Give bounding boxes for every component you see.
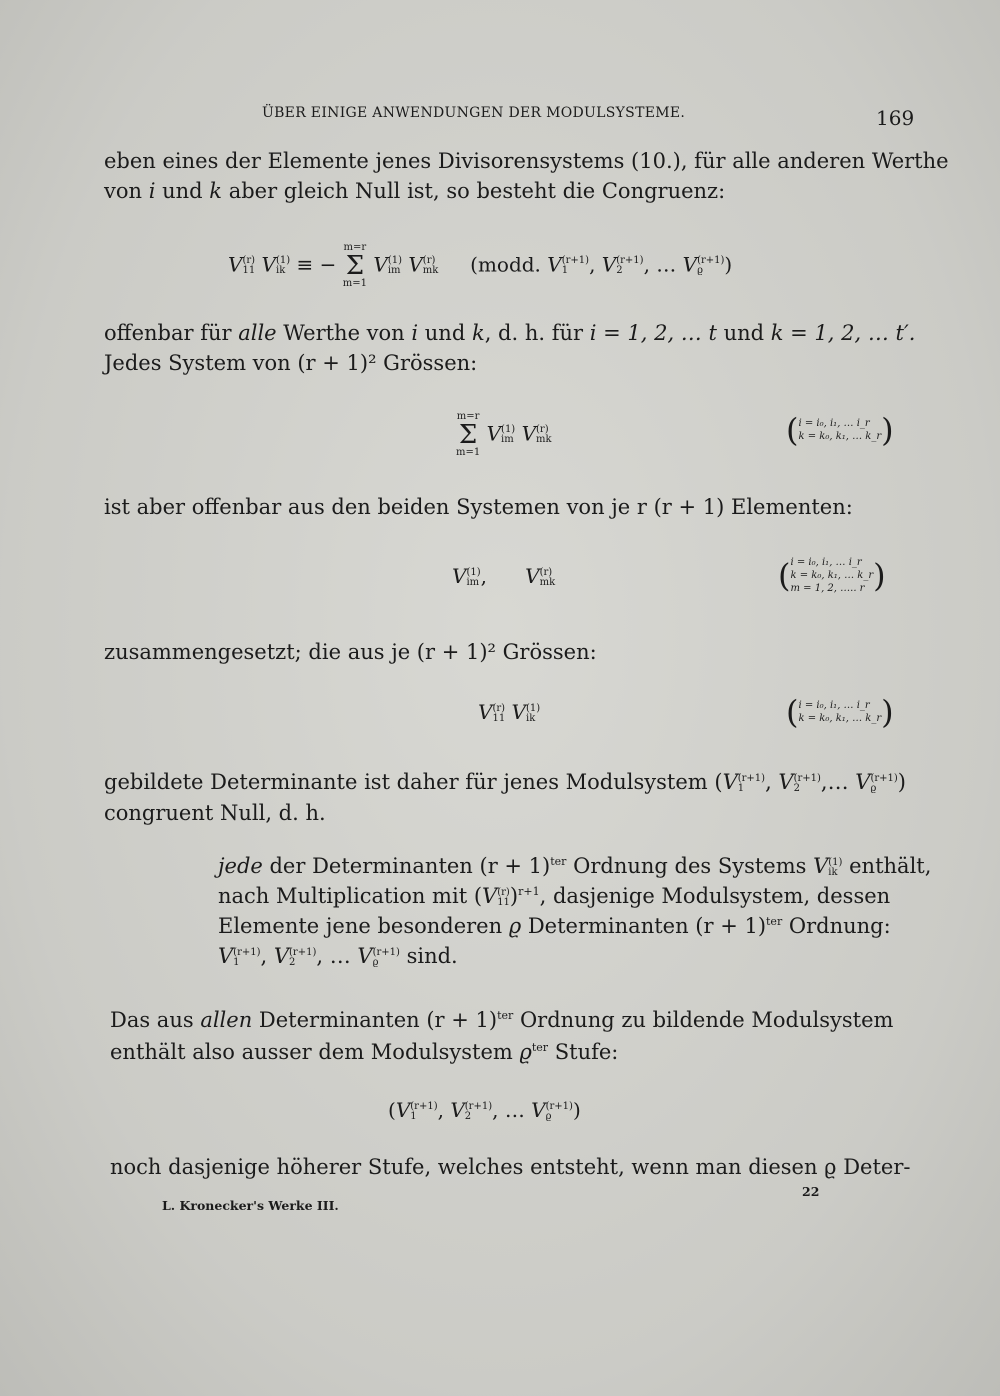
footer-left: L. Kronecker's Werke III. [162,1198,339,1213]
text-line-7: gebildete Determinante ist daher für jenes Modulsystem (V (r+1) 1 , V (r+1) 2 ,… V (r+1) ϱ ) [104,770,906,794]
page-number: 169 [876,106,915,130]
quote-line-3: Elemente jene besonderen ϱ Determinanten $(r + 1)^{ter}$ Ordnung: [218,914,891,938]
index-condition-2: (i = i₀, i₁, … i_r k = k₀, k₁, … k_r m = 1, 2, ….. r ) [778,556,886,595]
element-systems: V (1) im , V (r) mk [452,564,556,588]
text-line-9: Das aus allen Determinanten $(r + 1)^{ter}$ Ordnung zu bildende Modulsystem [110,1008,894,1032]
signature-mark: 22 [802,1184,820,1199]
text-line-2: von i und k aber gleich Null ist, so besteht die Congruenz: [104,179,726,203]
sum-expression: m=r Σ m=1 V (1) im V (r) mk [456,411,552,458]
text-line-6: zusammengesetzt; die aus je (r + 1)² Grössen: [104,640,597,664]
quote-line-4: V (r+1) 1 , V (r+1) 2 , … V (r+1) ϱ sind. [218,944,458,968]
text-line-10: enthält also ausser dem Modulsystem $ϱ^{ter}$ Stufe: [110,1040,619,1064]
index-condition-1: (i = i₀, i₁, … i_r k = k₀, k₁, … k_r) [786,411,894,449]
congruence-equation: V (r) 11 V (1) ik ≡ − m=r Σ m=1 V (1) im V (r) mk (modd. V (r+1) 1 , V (r+1) 2 , … V (r+1) ϱ ) [228,242,733,289]
text-line-3: offenbar für alle Werthe von i und k, d. h. für i = 1, 2, … t und k = 1, 2, … t′. [104,321,916,345]
quote-line-2: nach Multiplication mit (V (r) 11 )$^{r+1}$, dasjenige Modulsystem, dessen [218,884,891,908]
product-expression: V (r) 11 V (1) ik [478,700,541,724]
running-title: ÜBER EINIGE ANWENDUNGEN DER MODULSYSTEME. [262,105,686,121]
text-line-1: eben eines der Elemente jenes Divisorensystems (10.), für alle anderen Werthe [104,149,949,173]
text-line-8: congruent Null, d. h. [104,801,326,825]
index-condition-3: (i = i₀, i₁, … i_r k = k₀, k₁, … k_r) [786,693,894,731]
text-line-5: ist aber offenbar aus den beiden Systemen von je r (r + 1) Elementen: [104,495,853,519]
modulsystem-expression: (V (r+1) 1 , V (r+1) 2 , … V (r+1) ϱ ) [388,1098,581,1122]
text-line-11: noch dasjenige höherer Stufe, welches entsteht, wenn man diesen ϱ Deter- [110,1155,911,1179]
text-line-4: Jedes System von (r + 1)² Grössen: [104,351,478,375]
quote-line-1: jede der Determinanten $(r + 1)^{ter}$ Ordnung des Systems V (1) ik enthält, [218,854,932,878]
